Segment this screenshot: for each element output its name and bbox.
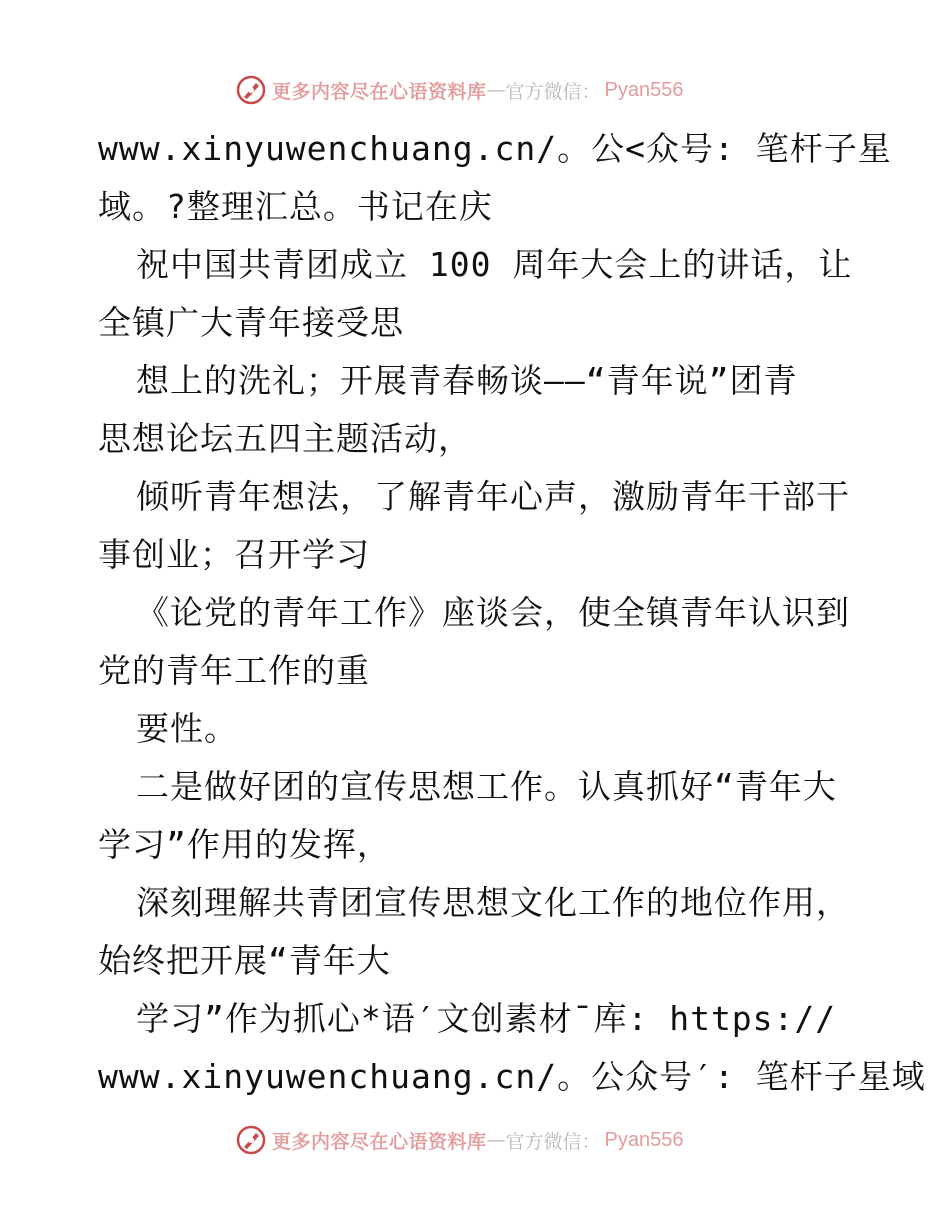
text-line: 倾听青年想法，了解青年心声，激励青年干部干 — [136, 477, 850, 516]
watermark-brand-text: 更多内容尽在心语资料库 — [272, 1130, 487, 1153]
text-line: 学习”作用的发挥， — [98, 825, 391, 864]
text-line: 始终把开展“青年大 — [98, 941, 391, 980]
text-line: 学习”作为抓心*语′文创素材¯库: https:// — [136, 999, 837, 1038]
text-line: 想上的洗礼；开展青春畅谈——“青年说”团青 — [136, 361, 798, 400]
watermark-separator: — — [486, 1129, 506, 1151]
text-line: 要性。 — [136, 709, 238, 748]
text-line: 二是做好团的宣传思想工作。认真抓好“青年大 — [136, 767, 837, 806]
text-line: 祝中国共青团成立 100 周年大会上的讲话，让 — [136, 245, 853, 284]
text-line: www.xinyuwenchuang.cn/。公<众号: 笔杆子星 — [98, 129, 892, 168]
text-line: www.xinyuwenchuang.cn/。公众号′: 笔杆子星域 — [98, 1057, 926, 1096]
text-line: 深刻理解共青团宣传思想文化工作的地位作用， — [136, 883, 850, 922]
document-body — [98, 120, 926, 1106]
watermark-brand-text: 更多内容尽在心语资料库 — [272, 80, 487, 103]
header-watermark — [236, 73, 684, 107]
footer-watermark — [236, 1123, 684, 1157]
watermark-separator: — — [486, 79, 506, 101]
watermark-contact-label: 官方微信： — [505, 1130, 601, 1153]
pen-logo-icon — [236, 1125, 266, 1155]
text-line: 思想论坛五四主题活动， — [98, 419, 472, 458]
pen-logo-icon — [236, 75, 266, 105]
text-line: 全镇广大青年接受思 — [98, 303, 404, 342]
watermark-contact-id: Pyan556 — [604, 1128, 684, 1151]
text-line: 《论党的青年工作》座谈会，使全镇青年认识到 — [136, 593, 850, 632]
text-line: 事创业；召开学习 — [98, 535, 370, 574]
watermark-contact-id: Pyan556 — [604, 78, 684, 101]
text-line: 党的青年工作的重 — [98, 651, 370, 690]
watermark-contact-label: 官方微信： — [505, 80, 601, 103]
text-line: 域。?整理汇总。书记在庆 — [98, 187, 493, 226]
